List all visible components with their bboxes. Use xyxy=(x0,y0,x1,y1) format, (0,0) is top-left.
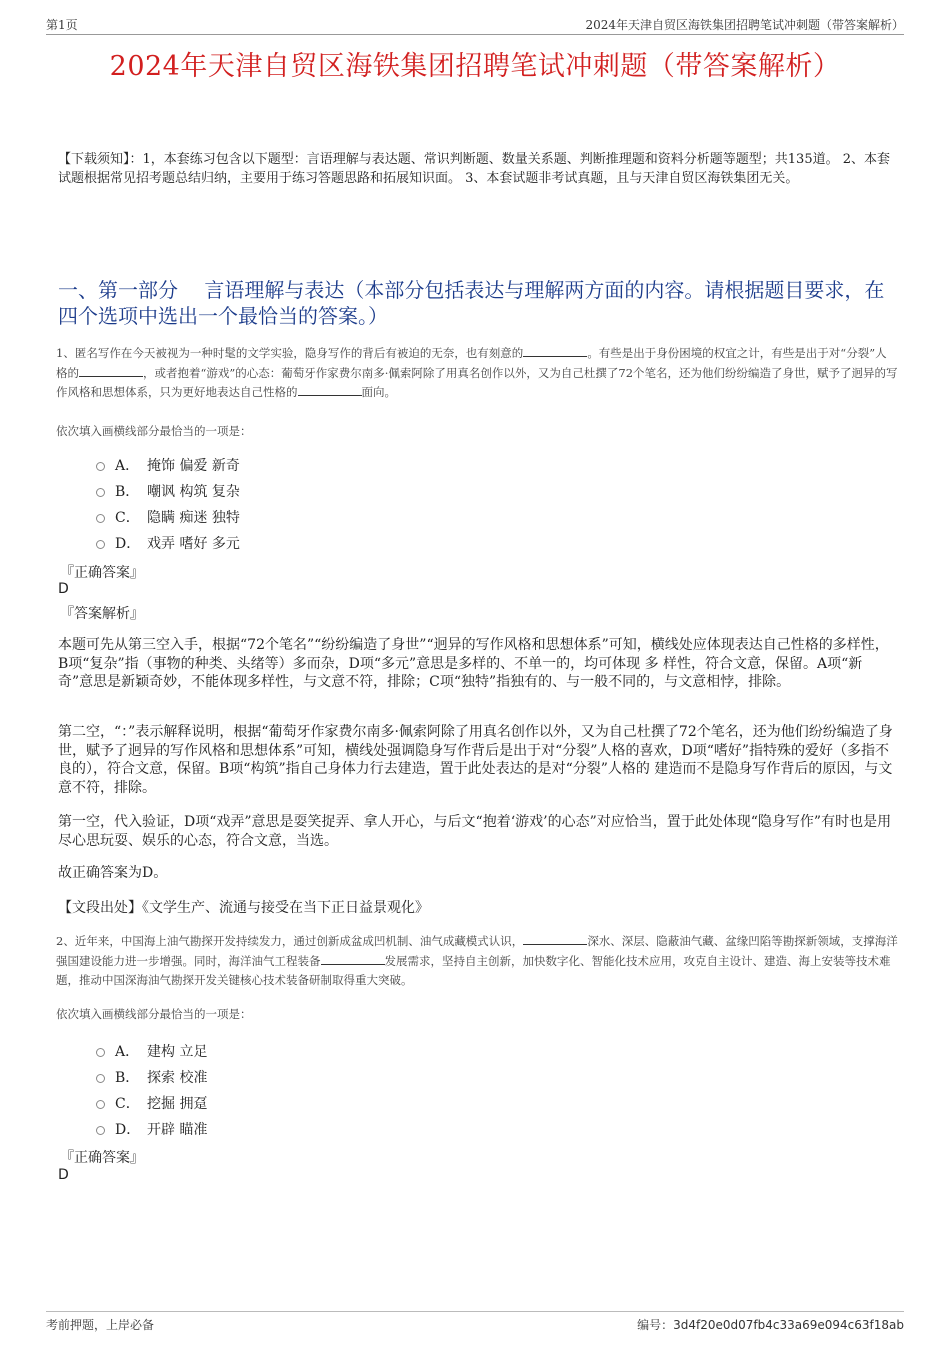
analysis-label: 『答案解析』 xyxy=(60,606,144,622)
correct-answer: D xyxy=(58,581,69,597)
document-code: 编号：3d4f20e0d07fb4c33a69e094c63f18ab xyxy=(637,1318,904,1332)
option-b[interactable]: B． 探索 校准 xyxy=(96,1064,207,1090)
page-header xyxy=(46,14,904,35)
option-b[interactable]: B． 嘲讽 构筑 复杂 xyxy=(96,478,240,504)
option-a[interactable]: A． 掩饰 偏爱 新奇 xyxy=(96,452,240,478)
radio-icon[interactable] xyxy=(96,1126,105,1135)
question-1-prompt: 依次填入画横线部分最恰当的一项是： xyxy=(56,424,252,438)
analysis-conclusion: 故正确答案为D。 xyxy=(58,865,168,881)
correct-answer-label: 『正确答案』 xyxy=(60,1150,144,1166)
option-c[interactable]: C． 隐瞒 痴迷 独特 xyxy=(96,504,240,530)
correct-answer-label: 『正确答案』 xyxy=(60,565,144,581)
page-footer xyxy=(46,1311,904,1336)
question-1-options xyxy=(96,452,240,556)
correct-answer: D xyxy=(58,1167,69,1183)
question-2-stem: 2、近年来，中国海上油气勘探开发持续发力，通过创新成盆成凹机制、油气成藏模式认识， 深水、深层、隐蔽油气藏、盆缘凹陷等勘探新领域，支撑海洋强国建设能力进一步增强。同时，海洋油气工程装备 发展需求，坚持自主创新，加快数字化、智能化技术应用，攻克自主设计、建造、海上安装等技术难题，推动中国深海油气勘探开发关键核心技术装备研制取得重大突破。 xyxy=(56,934,898,987)
radio-icon[interactable] xyxy=(96,1074,105,1083)
source-citation: 【文段出处】《文学生产、流通与接受在当下正日益景观化》 xyxy=(58,900,429,916)
blank-line xyxy=(321,953,385,965)
radio-icon[interactable] xyxy=(96,462,105,471)
section-title: 一、第一部分 言语理解与表达（本部分包括表达与理解两方面的内容。请根据题目要求，在四个选项中选出一个最恰当的答案。） xyxy=(58,278,885,328)
blank-line xyxy=(523,933,587,945)
analysis-paragraph: 本题可先从第三空入手，根据“72个笔名”“纷纷编造了身世”“迥异的写作风格和思想体系”可知，横线处应体现表达自己性格的多样性，B项“复杂”指（事物的种类、头绪等）多而杂，D项“多元”意思是多样的、不单一的，均可体现 多 样性，符合文意，保留。A项“新奇”意思是新颖奇妙，不能体现多样性，与文意不符，排除；C项“独特”指独有的、与一般不同的，与文意相悖，排除。 xyxy=(58,637,889,690)
question-1-stem: 1、匿名写作在今天被视为一种时髦的文学实验，隐身写作的背后有被迫的无奈，也有刻意的 。有些是出于身份困境的权宜之计，有些是出于对“分裂”人格的 ，或者抱着“游戏”的心态：葡萄牙作家费尔南多·佩索阿除了用真名创作以外，又为自己杜撰了72个笔名，还为他们纷纷编造了身世，赋予了迥异的写作风格和思想体系，只为更好地表达自己性格的 面向。 xyxy=(56,346,898,399)
option-d[interactable]: D． 戏弄 嗜好 多元 xyxy=(96,530,240,556)
question-2-prompt: 依次填入画横线部分最恰当的一项是： xyxy=(56,1007,252,1021)
radio-icon[interactable] xyxy=(96,488,105,497)
option-d[interactable]: D． 开辟 瞄准 xyxy=(96,1116,207,1142)
blank-line xyxy=(298,384,362,396)
radio-icon[interactable] xyxy=(96,1100,105,1109)
option-a[interactable]: A． 建构 立足 xyxy=(96,1038,207,1064)
question-2-options xyxy=(96,1038,207,1142)
header-doc-title: 2024年天津自贸区海铁集团招聘笔试冲刺题（带答案解析） xyxy=(585,18,904,32)
option-c[interactable]: C． 挖掘 拥趸 xyxy=(96,1090,207,1116)
blank-line xyxy=(79,365,143,377)
blank-line xyxy=(523,345,587,357)
radio-icon[interactable] xyxy=(96,540,105,549)
analysis-paragraph: 第二空，“：”表示解释说明，根据“葡萄牙作家费尔南多·佩索阿除了用真名创作以外，又为自己杜撰了72个笔名，还为他们纷纷编造了身世，赋予了迥异的写作风格和思想体系”可知，横线处强调隐身写作背后是出于对“分裂”人格的喜欢，D项“嗜好”指特殊的爱好（多指不良的），符合文意，保留。B项“构筑”指自己身体力行去建造，置于此处表达的是对“分裂”人格的 建造而不是隐身写作背后的原因，与文意不符，排除。 xyxy=(58,724,893,796)
page-number: 第1页 xyxy=(46,18,78,32)
analysis-paragraph: 第一空，代入验证，D项“戏弄”意思是耍笑捉弄、拿人开心，与后文“抱着‘游戏’的心态”对应恰当，置于此处体现“隐身写作”有时也是用尽心思玩耍、娱乐的心态，符合文意，当选。 xyxy=(58,814,892,849)
download-notice: 【下载须知】：1，本套练习包含以下题型：言语理解与表达题、常识判断题、数量关系题、判断推理题和资料分析题等题型；共135道。 2、本套试题根据常见招考题总结归纳，主要用于练习答题思路和拓展知识面。 3、本套试题非考试真题，且与天津自贸区海铁集团无关。 xyxy=(58,152,890,186)
radio-icon[interactable] xyxy=(96,514,105,523)
document-title: 2024年天津自贸区海铁集团招聘笔试冲刺题（带答案解析） xyxy=(109,51,841,82)
footer-slogan: 考前押题，上岸必备 xyxy=(46,1318,155,1332)
radio-icon[interactable] xyxy=(96,1048,105,1057)
